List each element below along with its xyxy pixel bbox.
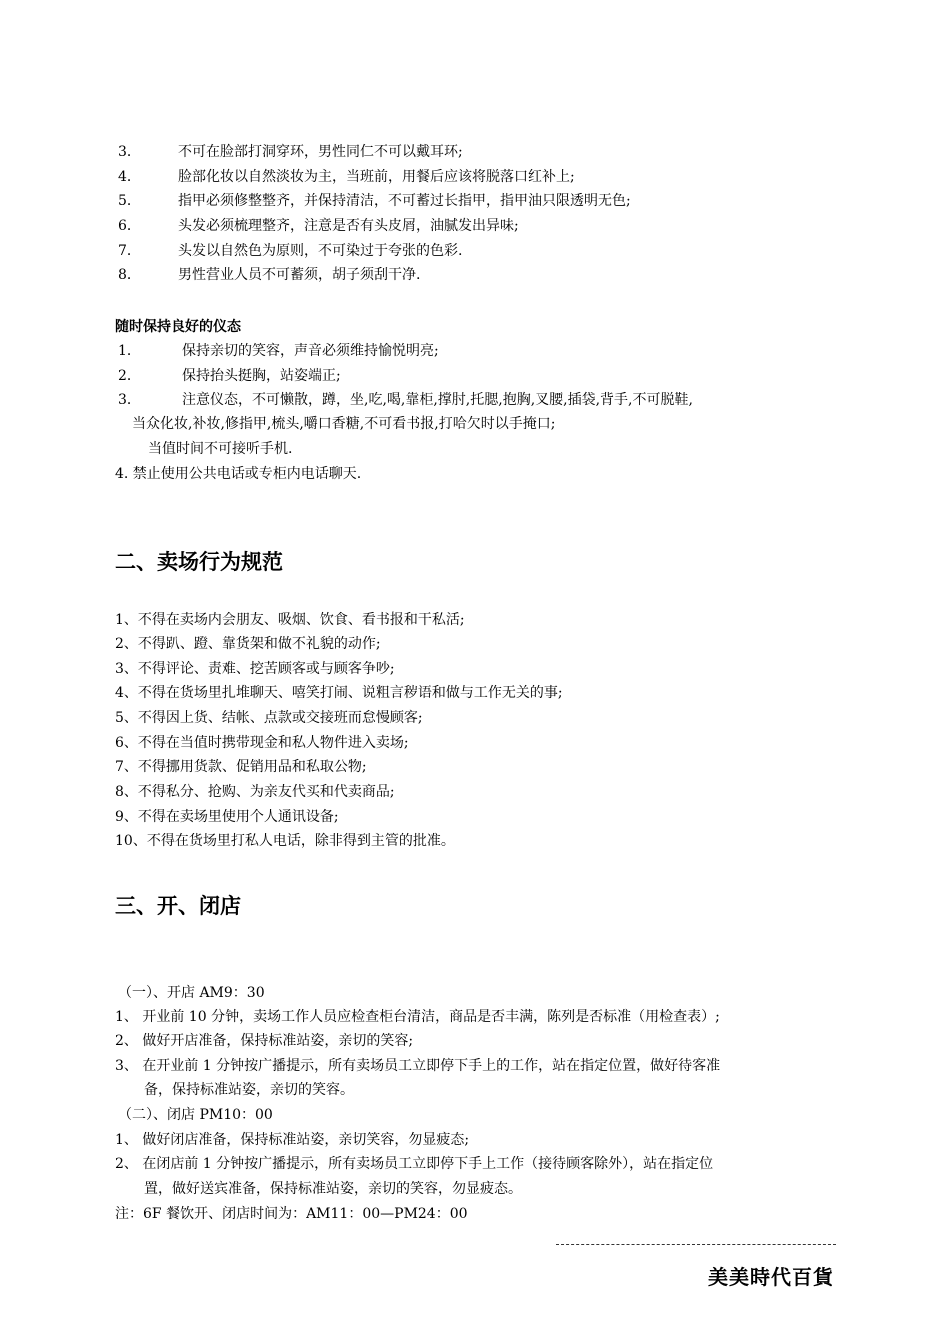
list-item: 2、 做好开店准备，保持标准站姿，亲切的笑容; <box>115 1033 414 1049</box>
brand-logo: 美美時代百貨 <box>708 1265 834 1289</box>
list-item: 4、不得在货场里扎堆聊天、嘻笑打闹、说粗言秽语和做与工作无关的事; <box>115 685 563 701</box>
list-item: 1、不得在卖场内会朋友、吸烟、饮食、看书报和干私活; <box>115 612 465 628</box>
subsection-title: （二）、闭店 PM10：00 <box>118 1107 273 1123</box>
list-item: 3． 不可在脸部打洞穿环，男性同仁不可以戴耳环; <box>118 144 463 160</box>
list-item: 7、不得挪用货款、促销用品和私取公物; <box>115 759 367 775</box>
list-item-continuation: 备，保持标准站姿，亲切的笑容。 <box>144 1082 354 1098</box>
list-item-continuation: 当众化妆,补妆,修指甲,梳头,嚼口香糖,不可看书报,打哈欠时以手掩口; <box>132 416 556 432</box>
subsection-title: （一）、开店 AM9：30 <box>118 985 265 1001</box>
list-item: 10、不得在货场里打私人电话，除非得到主管的批准。 <box>115 833 455 849</box>
list-item-continuation: 置，做好送宾准备，保持标准站姿，亲切的笑容，勿显疲态。 <box>144 1181 522 1197</box>
footer-divider <box>556 1244 836 1245</box>
list-item: 8． 男性营业人员不可蓄须，胡子须刮干净. <box>118 267 421 283</box>
list-item: 4． 脸部化妆以自然淡妆为主，当班前，用餐后应该将脱落口红补上; <box>118 169 575 185</box>
list-item: 3、 在开业前 1 分钟按广播提示，所有卖场员工立即停下手上的工作，站在指定位置，做好待客准 <box>115 1058 721 1074</box>
list-item: 3、不得评论、责难、挖苦顾客或与顾客争吵; <box>115 661 395 677</box>
list-item: 5． 指甲必须修整整齐，并保持清洁，不可蓄过长指甲，指甲油只限透明无色; <box>118 193 631 209</box>
list-item: 4. 禁止使用公共电话或专柜内电话聊天. <box>115 466 362 482</box>
list-item: 2、 在闭店前 1 分钟按广播提示，所有卖场员工立即停下手上工作（接待顾客除外），站在指定位 <box>115 1156 714 1172</box>
list-item: 7． 头发以自然色为原则，不可染过于夸张的色彩. <box>118 243 463 259</box>
note: 注：6F 餐饮开、闭店时间为：AM11：00—PM24：00 <box>115 1206 468 1222</box>
posture-title: 随时保持良好的仪态 <box>115 319 241 335</box>
list-item: 6． 头发必须梳理整齐，注意是否有头皮屑，油腻发出异味; <box>118 218 519 234</box>
list-item: 9、不得在卖场里使用个人通讯设备; <box>115 809 339 825</box>
list-item: 5、不得因上货、结帐、点款或交接班而怠慢顾客; <box>115 710 423 726</box>
list-item: 1、 做好闭店准备，保持标准站姿，亲切笑容，勿显疲态; <box>115 1132 470 1148</box>
list-item-continuation: 当值时间不可接听手机. <box>148 441 293 457</box>
list-item: 2、不得趴、蹬、靠货架和做不礼貌的动作; <box>115 636 381 652</box>
list-item: 2． 保持抬头挺胸，站姿端正; <box>118 368 341 384</box>
section-heading: 三、开、闭店 <box>115 894 241 918</box>
list-item: 1、 开业前 10 分钟，卖场工作人员应检查柜台清洁，商品是否丰满，陈列是否标准（用检查表）; <box>115 1009 720 1025</box>
section-heading: 二、卖场行为规范 <box>115 550 283 574</box>
list-item: 3． 注意仪态，不可懒散，蹲，坐,吃,喝,靠柜,撑肘,托腮,抱胸,叉腰,插袋,背手,不可脱鞋, <box>118 392 693 408</box>
list-item: 6、不得在当值时携带现金和私人物件进入卖场; <box>115 735 409 751</box>
list-item: 1． 保持亲切的笑容，声音必须维持愉悦明亮; <box>118 343 439 359</box>
list-item: 8、不得私分、抢购、为亲友代买和代卖商品; <box>115 784 395 800</box>
